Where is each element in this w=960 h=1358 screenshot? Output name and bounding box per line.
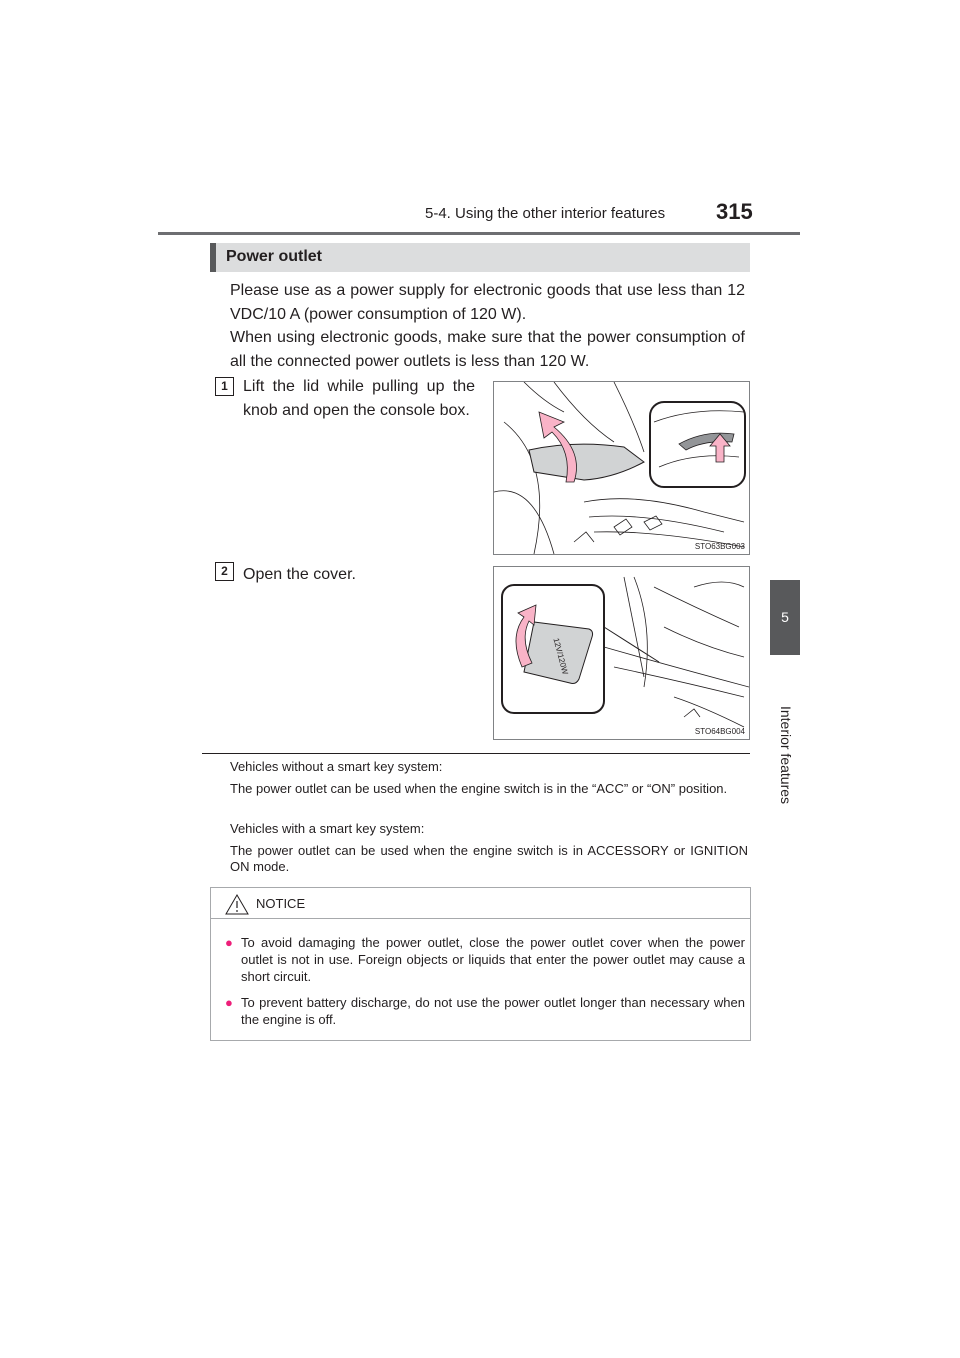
warning-triangle-icon	[225, 894, 249, 915]
figure-outlet-cover	[493, 566, 750, 740]
notice-bullet-1-text: To avoid damaging the power outlet, close the power outlet cover when the power outlet is not in use. Foreign objects or liquids that enter the power outlet may cause a short circuit.	[241, 935, 745, 984]
step-number-2: 2	[215, 562, 234, 581]
note-without-smart-key-heading: Vehicles without a smart key system:	[230, 759, 443, 774]
step-text-1: Lift the lid while pulling up the knob and open the console box.	[243, 378, 475, 419]
header-section-title: 5-4. Using the other interior features	[425, 205, 666, 222]
figure-code-2: STO64BG004	[694, 727, 745, 736]
section-title: Power outlet	[226, 248, 323, 265]
figure-code-1: STO63BG003	[694, 542, 745, 551]
note-with-smart-key-text: The power outlet can be used when the engine switch is in ACCESSORY or IGNITION ON mode.	[230, 843, 748, 874]
step-number-1: 1	[215, 377, 234, 396]
outlet-cover-illustration	[494, 567, 749, 739]
intro-paragraph-1: Please use as a power supply for electronic goods that use less than 12 VDC/10 A (power consumption of 120 W).	[230, 282, 745, 323]
intro-paragraph-2: When using electronic goods, make sure that the power consumption of all the connected power outlets is less than 120 W.	[230, 329, 745, 370]
step-text-2: Open the cover.	[243, 566, 356, 583]
notice-title: NOTICE	[256, 896, 306, 911]
chapter-side-label	[756, 700, 816, 810]
console-box-illustration	[494, 382, 749, 554]
chapter-tab: 5	[770, 580, 800, 655]
notice-divider	[211, 918, 750, 919]
notice-box	[210, 887, 751, 1041]
notice-bullet-2-text: To prevent battery discharge, do not use the power outlet longer than necessary when the engine is off.	[241, 995, 745, 1027]
figure-console-box	[493, 381, 750, 555]
note-without-smart-key-text: The power outlet can be used when the engine switch is in the “ACC” or “ON” position.	[230, 781, 728, 796]
bullet-dot-icon: ●	[225, 935, 233, 950]
note-with-smart-key-heading: Vehicles with a smart key system:	[230, 821, 425, 836]
cover-label: 12V/120W	[551, 637, 570, 676]
section-heading-bar	[210, 243, 750, 272]
bullet-dot-icon: ●	[225, 995, 233, 1010]
header-rule	[158, 232, 800, 235]
notice-bullet-2	[225, 994, 745, 1028]
notes-rule	[202, 753, 750, 754]
chapter-title: Interior features	[778, 705, 794, 805]
section-heading-mark	[210, 243, 216, 272]
page-number: 315	[716, 199, 753, 224]
notice-bullet-1	[225, 934, 745, 985]
